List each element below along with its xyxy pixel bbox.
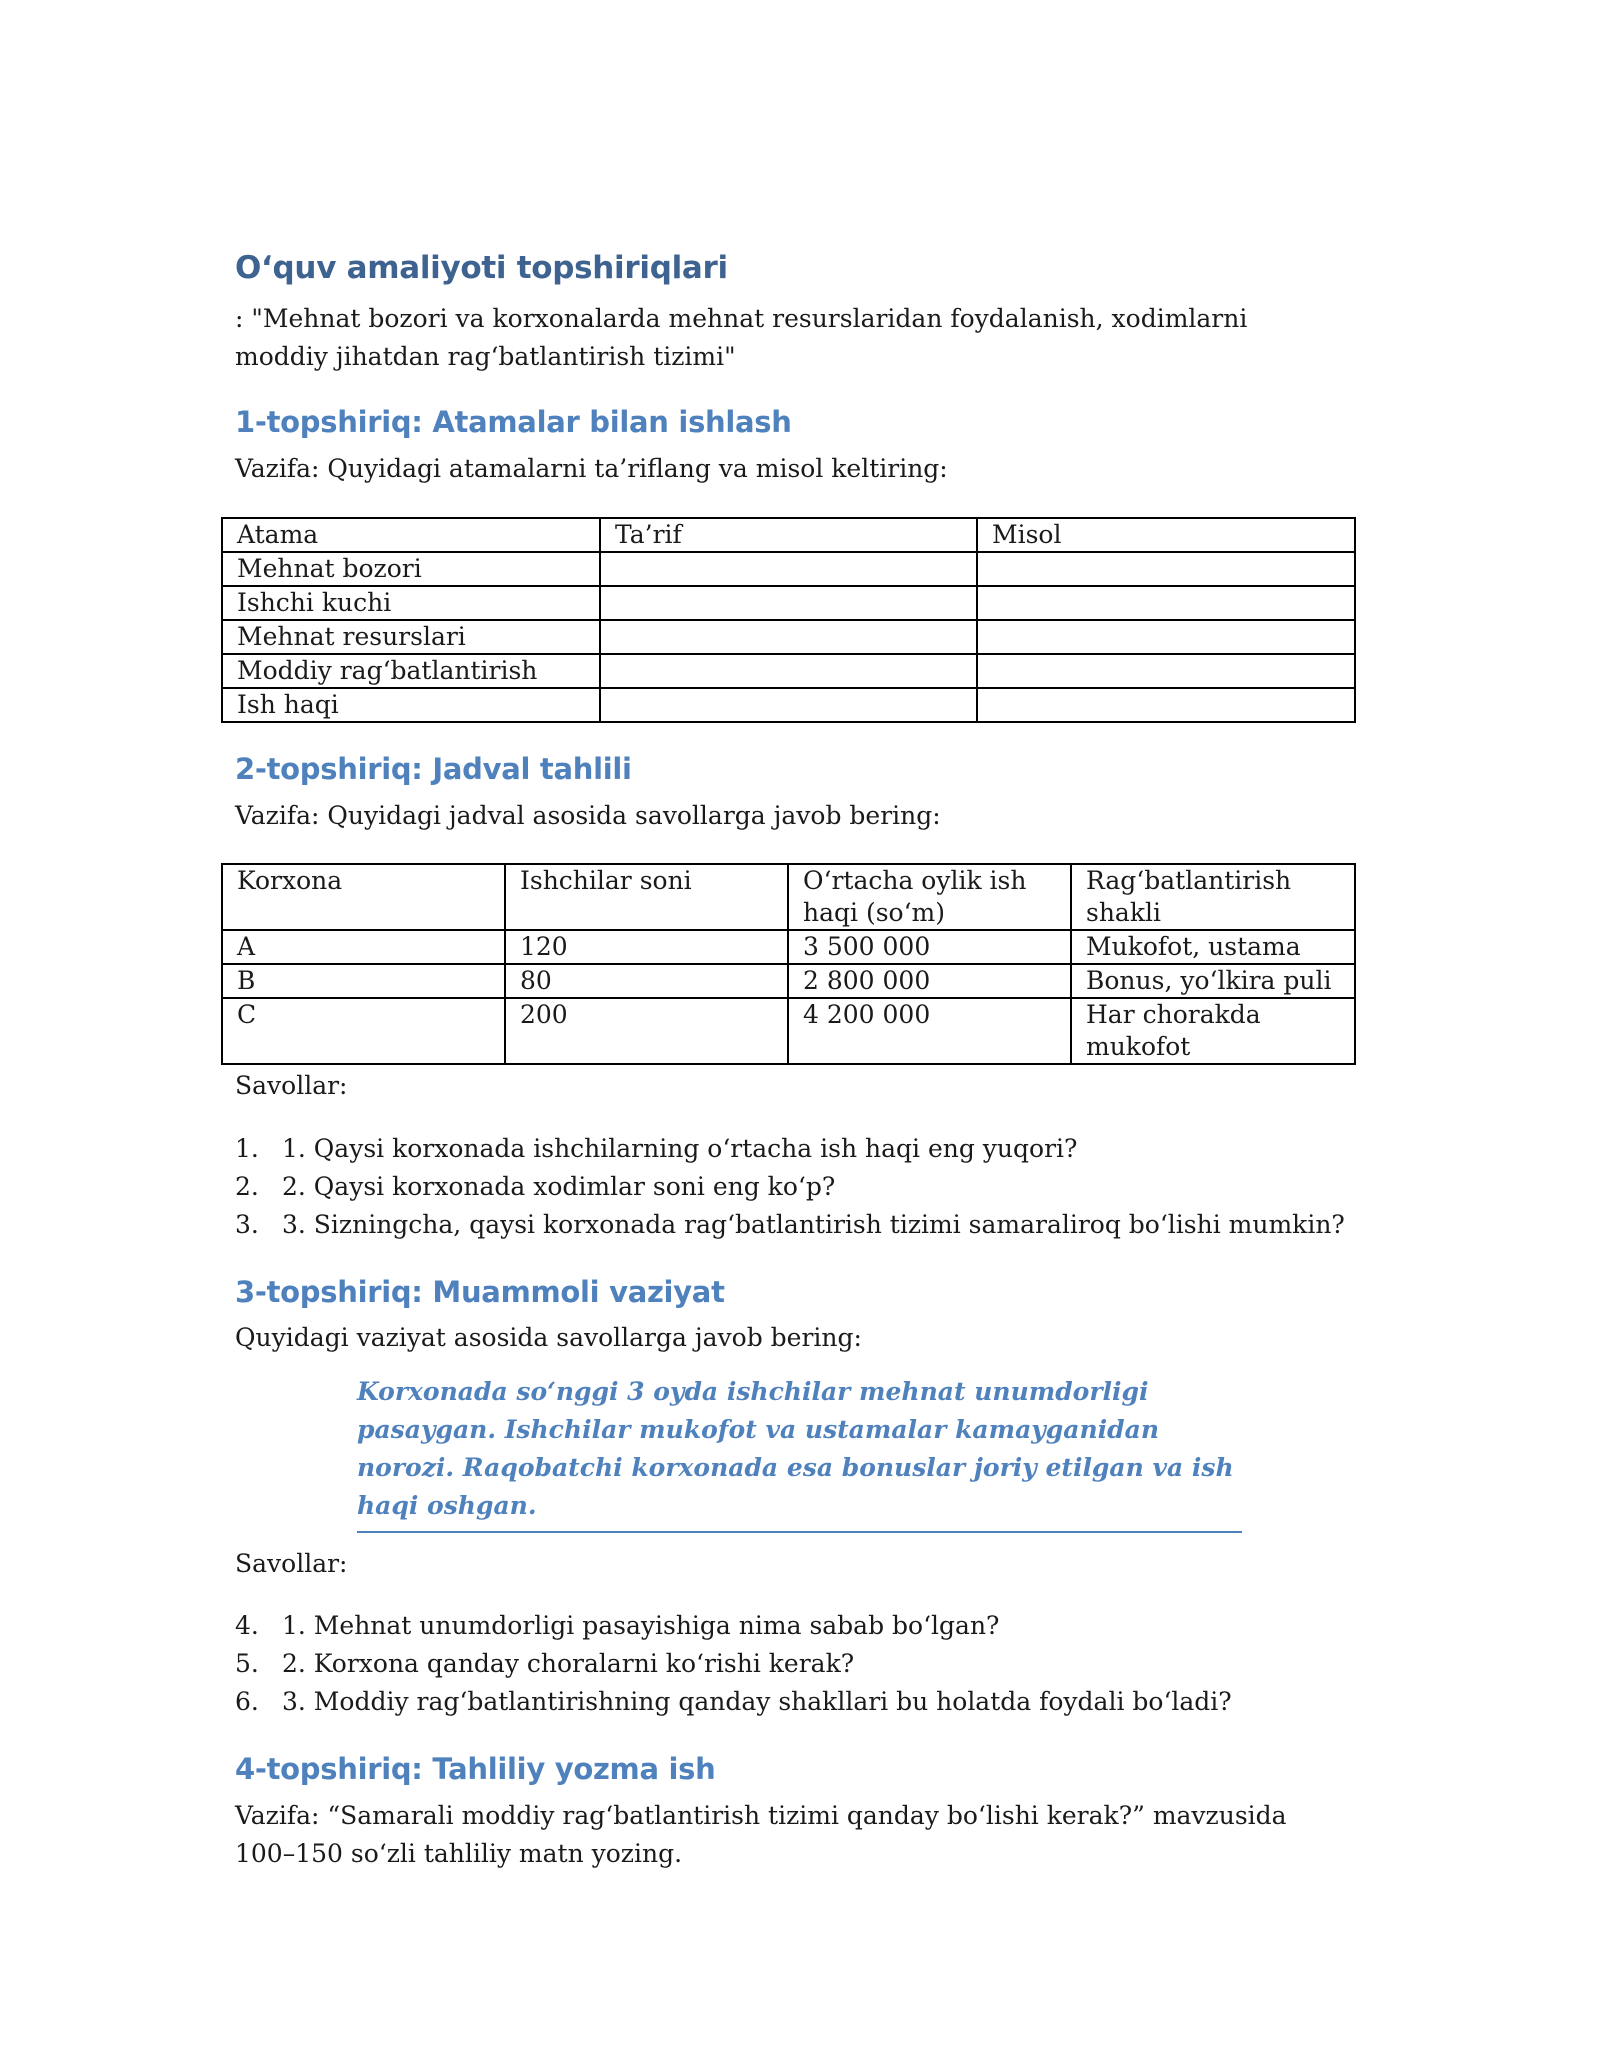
table-header-cell: Misol xyxy=(977,518,1355,552)
table-row xyxy=(222,620,1355,654)
table-row xyxy=(222,930,1355,964)
table-header-row xyxy=(222,864,1355,930)
question-text: 1. Qaysi korxonada ishchilarning o‘rtacha ish haqi eng yuqori? xyxy=(282,1134,1078,1163)
table-row xyxy=(222,552,1355,586)
list-number: 3. xyxy=(235,1210,259,1239)
table-cell xyxy=(977,688,1355,722)
table-cell: 80 xyxy=(505,964,788,998)
table-cell: Moddiy rag‘batlantirish xyxy=(222,654,600,688)
table-cell xyxy=(600,688,977,722)
list-number: 4. xyxy=(235,1611,259,1640)
table-header-cell: Atama xyxy=(222,518,600,552)
table-cell: 4 200 000 xyxy=(788,998,1071,1064)
table-cell: C xyxy=(222,998,505,1064)
task1-instruction: Vazifa: Quyidagi atamalarni ta’riflang va misol keltiring: xyxy=(235,454,948,483)
table-cell: 200 xyxy=(505,998,788,1064)
table-header-cell: O‘rtacha oylik ish haqi (so‘m) xyxy=(788,864,1071,930)
task2-instruction: Vazifa: Quyidagi jadval asosida savollarga javob bering: xyxy=(235,801,941,830)
task2-questions-label: Savollar: xyxy=(235,1071,348,1100)
table-cell: Mehnat resurslari xyxy=(222,620,600,654)
list-item xyxy=(235,1683,1232,1721)
table-cell xyxy=(600,620,977,654)
table-cell xyxy=(600,552,977,586)
list-item xyxy=(235,1168,1345,1206)
table-header-row xyxy=(222,518,1355,552)
terms-table xyxy=(221,517,1356,723)
table-row xyxy=(222,654,1355,688)
table-cell: Mukofot, ustama xyxy=(1071,930,1355,964)
table-row xyxy=(222,998,1355,1064)
task3-heading: 3-topshiriq: Muammoli vaziyat xyxy=(235,1275,725,1309)
table-cell xyxy=(977,552,1355,586)
list-number: 1. xyxy=(235,1134,259,1163)
table-cell: 2 800 000 xyxy=(788,964,1071,998)
task2-heading: 2-topshiriq: Jadval tahlili xyxy=(235,752,632,786)
table-cell: A xyxy=(222,930,505,964)
table-cell xyxy=(977,654,1355,688)
task3-instruction: Quyidagi vaziyat asosida savollarga javob bering: xyxy=(235,1323,862,1352)
table-row xyxy=(222,964,1355,998)
enterprise-table xyxy=(221,863,1356,1065)
question-text: 3. Moddiy rag‘batlantirishning qanday shakllari bu holatda foydali bo‘ladi? xyxy=(282,1687,1232,1716)
table-header-cell: Rag‘batlantirish shakli xyxy=(1071,864,1355,930)
question-text: 3. Sizningcha, qaysi korxonada rag‘batlantirish tizimi samaraliroq bo‘lishi mumkin? xyxy=(282,1210,1345,1239)
document-title: O‘quv amaliyoti topshiriqlari xyxy=(235,250,728,286)
list-number: 6. xyxy=(235,1687,259,1716)
table-row xyxy=(222,688,1355,722)
task4-heading: 4-topshiriq: Tahliliy yozma ish xyxy=(235,1752,716,1786)
question-text: 2. Korxona qanday choralarni ko‘rishi kerak? xyxy=(282,1649,855,1678)
table-cell: Mehnat bozori xyxy=(222,552,600,586)
table-cell xyxy=(977,586,1355,620)
table-cell: Bonus, yo‘lkira puli xyxy=(1071,964,1355,998)
task3-questions-label: Savollar: xyxy=(235,1549,348,1578)
table-cell: Har chorakda mukofot xyxy=(1071,998,1355,1064)
list-number: 2. xyxy=(235,1172,259,1201)
task2-questions-list xyxy=(235,1130,1345,1244)
list-number: 5. xyxy=(235,1649,259,1678)
table-cell: Ish haqi xyxy=(222,688,600,722)
list-item xyxy=(235,1607,1232,1645)
document-subtitle: : "Mehnat bozori va korxonalarda mehnat resurslaridan foydalanish, xodimlarni moddiy jihatdan rag‘batlantirish tizimi" xyxy=(235,304,1248,371)
task1-heading: 1-topshiriq: Atamalar bilan ishlash xyxy=(235,405,792,439)
table-cell xyxy=(600,586,977,620)
table-cell: 120 xyxy=(505,930,788,964)
table-cell: B xyxy=(222,964,505,998)
table-cell: 3 500 000 xyxy=(788,930,1071,964)
list-item xyxy=(235,1645,1232,1683)
task4-instruction: Vazifa: “Samarali moddiy rag‘batlantirish tizimi qanday bo‘lishi kerak?” mavzusida 100–150 so‘zli tahliliy matn yozing. xyxy=(235,1801,1287,1868)
table-header-cell: Ishchilar soni xyxy=(505,864,788,930)
table-header-cell: Korxona xyxy=(222,864,505,930)
table-cell: Ishchi kuchi xyxy=(222,586,600,620)
list-item xyxy=(235,1130,1345,1168)
table-cell xyxy=(977,620,1355,654)
table-header-cell: Ta’rif xyxy=(600,518,977,552)
list-item xyxy=(235,1206,1345,1244)
table-cell xyxy=(600,654,977,688)
table-row xyxy=(222,586,1355,620)
scenario-quote: Korxonada so‘nggi 3 oyda ishchilar mehnat unumdorligi pasaygan. Ishchilar mukofot va ustamalar kamayganidan norozi. Raqobatchi korxonada esa bonuslar joriy etilgan va ish haqi oshgan. xyxy=(357,1373,1242,1533)
question-text: 2. Qaysi korxonada xodimlar soni eng ko‘p? xyxy=(282,1172,836,1201)
question-text: 1. Mehnat unumdorligi pasayishiga nima sabab bo‘lgan? xyxy=(282,1611,1000,1640)
task3-questions-list xyxy=(235,1607,1232,1721)
